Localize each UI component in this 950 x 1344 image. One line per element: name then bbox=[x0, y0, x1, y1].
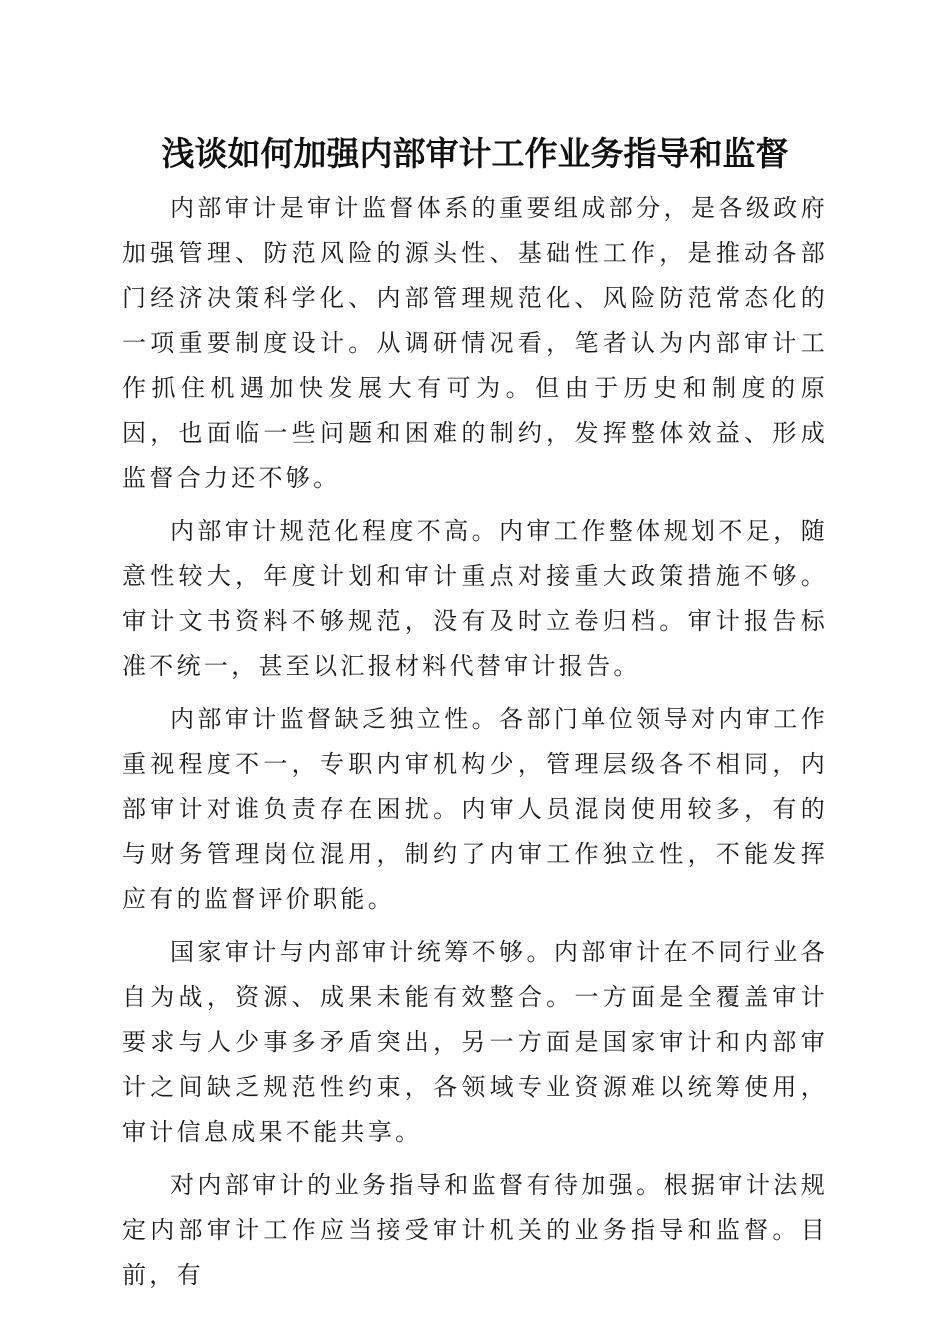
paragraph: 国家审计与内部审计统筹不够。内部审计在不同行业各自为战，资源、成果未能有效整合。一方面是全覆盖审计要求与人少事多矛盾突出，另一方面是国家审计和内部审计之间缺乏规范性约束，各领域专业资源难以统筹使用，审计信息成果不能共享。 bbox=[122, 938, 828, 1146]
paragraph: 内部审计监督缺乏独立性。各部门单位领导对内审工作重视程度不一，专职内审机构少，管理层级各不相同，内部审计对谁负责存在困扰。内审人员混岗使用较多，有的与财务管理岗位混用，制约了内审工作独立性，不能发挥应有的监督评价职能。 bbox=[122, 705, 828, 913]
paragraph: 对内部审计的业务指导和监督有待加强。根据审计法规定内部审计工作应当接受审计机关的业务指导和监督。目前，有 bbox=[122, 1171, 828, 1289]
document-title: 浅谈如何加强内部审计工作业务指导和监督 bbox=[161, 134, 789, 173]
paragraph: 内部审计规范化程度不高。内审工作整体规划不足，随意性较大，年度计划和审计重点对接重大政策措施不够。审计文书资料不够规范，没有及时立卷归档。审计报告标准不统一，甚至以汇报材料代替审计报告。 bbox=[122, 517, 828, 680]
paragraph: 内部审计是审计监督体系的重要组成部分，是各级政府加强管理、防范风险的源头性、基础性工作，是推动各部门经济决策科学化、内部管理规范化、风险防范常态化的一项重要制度设计。从调研情况看，笔者认为内部审计工作抓住机遇加快发展大有可为。但由于历史和制度的原因，也面临一些问题和困难的制约，发挥整体效益、形成监督合力还不够。 bbox=[122, 194, 828, 492]
document-body bbox=[122, 186, 828, 1306]
